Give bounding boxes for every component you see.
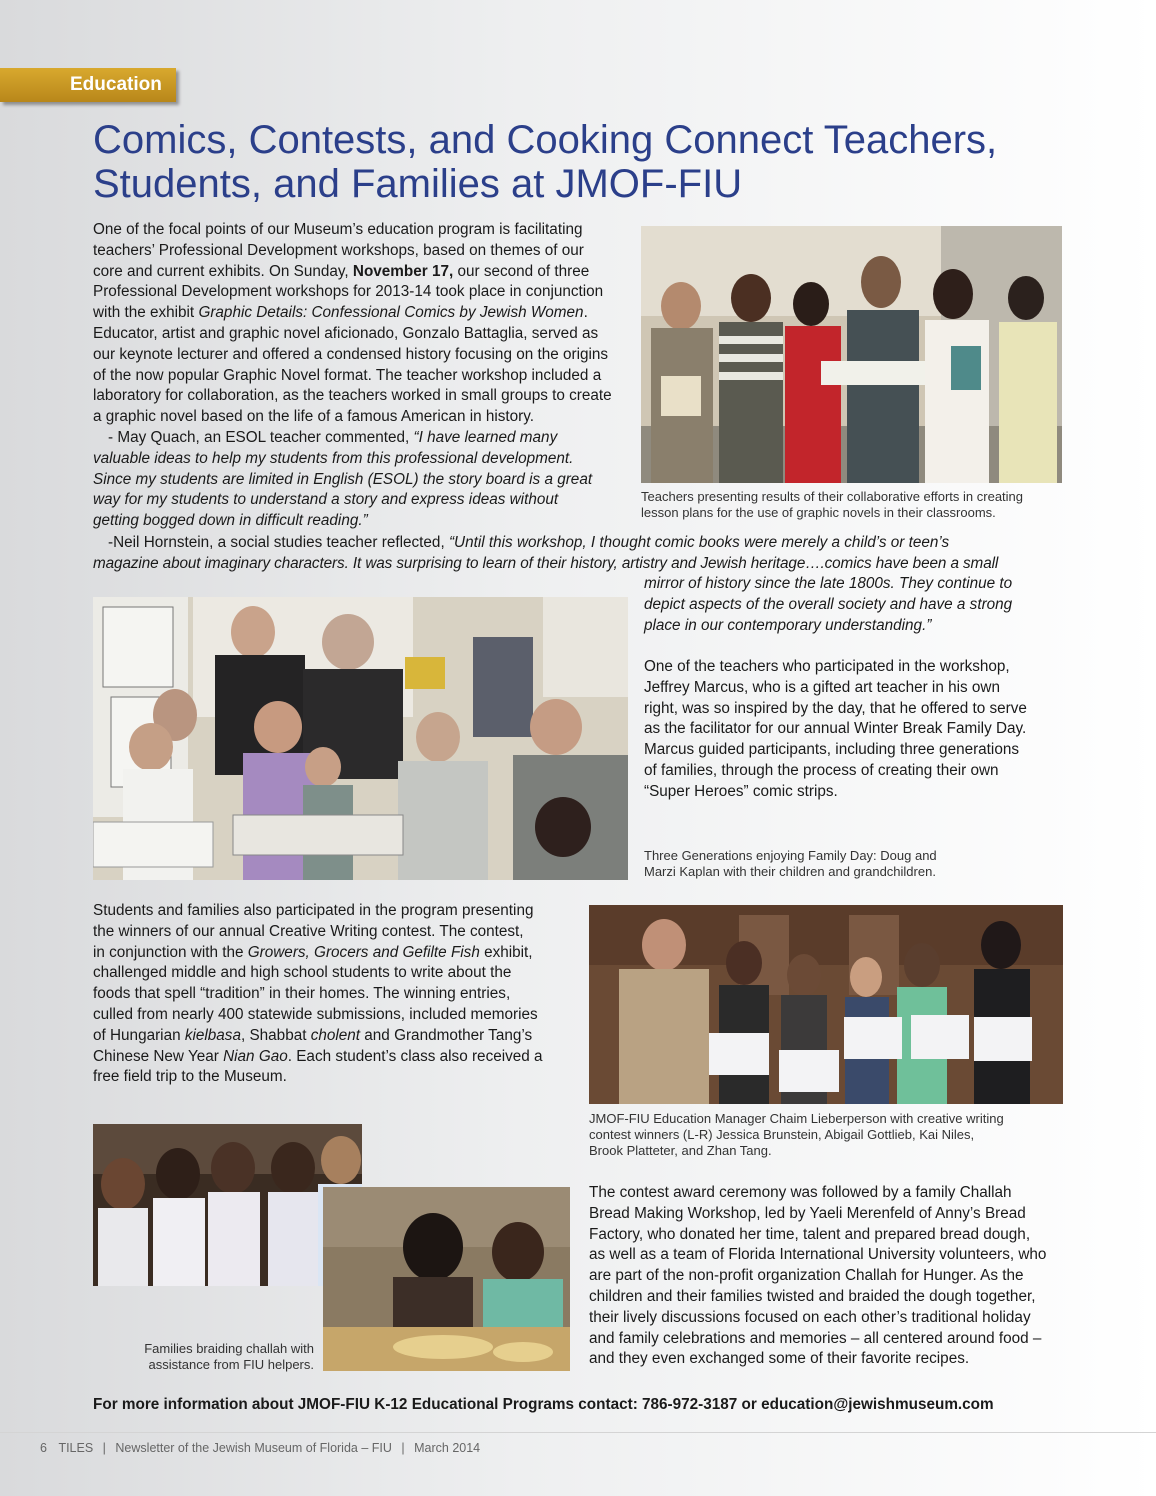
challah-group-photo [93, 1124, 362, 1286]
text-line: of the now popular Graphic Novel format. The teacher workshop included a [93, 366, 602, 384]
caption-line: JMOF-FIU Education Manager Chaim Lieberperson with creative writing [589, 1111, 1004, 1126]
text-line [93, 943, 583, 964]
contest-winners-photo [589, 905, 1063, 1104]
quote-line: valuable ideas to help my students from this professional development. [93, 449, 574, 467]
text-line: Factory, who donated her time, talent and prepared bread dough, [589, 1225, 1031, 1243]
text-line: the winners of our annual Creative Writing contest. The contest, [93, 922, 524, 940]
exhibit-title: Graphic Details: Confessional Comics by Jewish Women [198, 304, 584, 322]
text-span: and Grandmother Tang’s [360, 1026, 533, 1044]
text-span: with the exhibit [93, 304, 199, 322]
issue-date: March 2014 [414, 1441, 481, 1455]
text-span: exhibit, [479, 943, 533, 961]
page-footer [40, 1441, 480, 1455]
quote-span: “Until this workshop, I thought comic books were merely a child’s or teen’s [448, 534, 950, 551]
text-line: and family celebrations and memories – all centered around food – [589, 1329, 1042, 1347]
neil-quote-continued [644, 574, 1084, 636]
teachers-photo [641, 226, 1062, 483]
footer-separator: | [401, 1441, 405, 1455]
contact-info: For more information about JMOF-FIU K-12 Educational Programs contact: 786-972-3187 or education@jewishmuseum.com [93, 1396, 994, 1413]
caption-line: Three Generations enjoying Family Day: Doug and [644, 848, 937, 863]
marcus-paragraph [644, 657, 1084, 803]
text-line: Students and families also participated in the program presenting [93, 902, 534, 919]
article-headline [93, 118, 1093, 206]
challah-paragraph [589, 1183, 1069, 1370]
text-line: One of the teachers who participated in the workshop, [644, 658, 1010, 675]
text-line: Jeffrey Marcus, who is a gifted art teacher in his own [644, 678, 1000, 696]
food-term: kielbasa [184, 1026, 241, 1044]
family-day-photo [93, 597, 628, 880]
date-emphasis: November 17, [352, 262, 454, 280]
neil-quote [93, 533, 1083, 575]
publication-description: Newsletter of the Jewish Museum of Florida – FIU [115, 1441, 392, 1455]
text-line: a graphic novel based on the life of a famous American in history. [93, 408, 535, 426]
text-span: core and current exhibits. On Sunday, [93, 262, 353, 280]
text-line: their lively discussions focused on each other’s traditional holiday [589, 1308, 1031, 1326]
text-line [93, 1026, 583, 1047]
text-line: The contest award ceremony was followed by a family Challah [589, 1184, 1012, 1201]
text-span: . [583, 304, 588, 322]
family-caption [644, 848, 1074, 880]
text-line: our keynote lecturer and offered a condensed history focusing on the origins [93, 345, 609, 363]
text-line: of families, through the process of creating their own [644, 761, 999, 779]
page-number: 6 [40, 1441, 47, 1455]
caption-line: lesson plans for the use of graphic novels in their classrooms. [641, 505, 996, 520]
footer-divider [0, 1432, 1156, 1433]
food-term: Nian Gao [223, 1047, 288, 1065]
text-line: culled from nearly 400 statewide submissions, included memories [93, 1005, 538, 1023]
intro-paragraph [93, 220, 638, 532]
contest-paragraph [93, 901, 583, 1088]
text-span: -Neil Hornstein, a social studies teacher reflected, [108, 534, 449, 551]
challah-braiding-photo [323, 1187, 570, 1371]
quote-span: “I have learned many [413, 428, 558, 446]
text-line [93, 533, 1083, 554]
quote-line: way for my students to understand a story and express ideas without [93, 491, 559, 509]
headline-line-1: Comics, Contests, and Cooking Connect Teachers, [93, 118, 998, 162]
text-line: as the facilitator for our annual Winter Break Family Day. [644, 720, 1027, 738]
text-line: free field trip to the Museum. [93, 1068, 287, 1086]
food-term: cholent [310, 1026, 361, 1044]
headline-line-2: Students, and Families at JMOF-FIU [93, 162, 743, 206]
text-line [93, 428, 638, 449]
caption-line: Teachers presenting results of their collaborative efforts in creating [641, 489, 1024, 504]
text-line: laboratory for collaboration, as the teachers worked in small groups to create [93, 387, 612, 405]
quote-line: magazine about imaginary characters. It was surprising to learn of their history, artistry and Jewish heritage….comics have been a small [93, 554, 999, 572]
caption-line: contest winners (L-R) Jessica Brunstein, Abigail Gottlieb, Kai Niles, [589, 1127, 975, 1142]
text-line: Bread Making Workshop, led by Yaeli Merenfeld of Anny’s Bread [589, 1204, 1026, 1222]
text-span: in conjunction with the [93, 943, 248, 961]
publication-name: TILES [58, 1441, 94, 1455]
quote-line: place in our contemporary understanding.” [644, 616, 932, 634]
text-line: children and their families twisted and braided the dough together, [589, 1287, 1036, 1305]
text-line: foods that spell “tradition” in their homes. The winning entries, [93, 985, 511, 1003]
text-span: of Hungarian [93, 1026, 185, 1044]
winners-caption [589, 1111, 1069, 1159]
text-line: and they even exchanged some of their favorite recipes. [589, 1350, 970, 1368]
text-line: are part of the non-profit organization Challah for Hunger. As the [589, 1267, 1024, 1285]
text-line [93, 303, 638, 324]
caption-line: Brook Platteter, and Zhan Tang. [589, 1143, 772, 1158]
text-span: Chinese New Year [93, 1047, 224, 1065]
footer-separator: | [102, 1441, 106, 1455]
challah-caption [93, 1341, 314, 1373]
quote-line: mirror of history since the late 1800s. They continue to [644, 575, 1013, 592]
caption-line: Marzi Kaplan with their children and grandchildren. [644, 864, 936, 879]
section-tab: Education [0, 68, 176, 102]
exhibit-title: Growers, Grocers and Gefilte Fish [247, 943, 480, 961]
quote-line: getting bogged down in difficult reading.” [93, 512, 368, 530]
text-line: as well as a team of Florida International University volunteers, who [589, 1246, 1047, 1264]
text-line: Educator, artist and graphic novel aficionado, Gonzalo Battaglia, served as [93, 324, 599, 342]
caption-line: Families braiding challah with [144, 1341, 314, 1356]
teachers-caption [641, 489, 1071, 521]
text-line [93, 262, 638, 283]
text-span: - May Quach, an ESOL teacher commented, [108, 428, 414, 446]
text-line: right, was so inspired by the day, that he offered to serve [644, 699, 1027, 717]
text-span: . Each student’s class also received a [287, 1047, 543, 1065]
text-line [93, 1047, 583, 1068]
text-line: “Super Heroes” comic strips. [644, 782, 838, 800]
quote-line: depict aspects of the overall society and have a strong [644, 595, 1013, 613]
text-line: Marcus guided participants, including three generations [644, 741, 1019, 759]
text-line: challenged middle and high school students to write about the [93, 964, 512, 982]
quote-line: Since my students are limited in English (ESOL) the story board is a great [93, 470, 593, 488]
text-line: teachers’ Professional Development workshops, based on themes of our [93, 241, 584, 259]
text-span: , Shabbat [240, 1026, 311, 1044]
caption-line: assistance from FIU helpers. [148, 1357, 314, 1372]
text-span: our second of three [453, 262, 590, 280]
text-line: One of the focal points of our Museum’s education program is facilitating [93, 221, 583, 238]
text-line: Professional Development workshops for 2013-14 took place in conjunction [93, 283, 604, 301]
